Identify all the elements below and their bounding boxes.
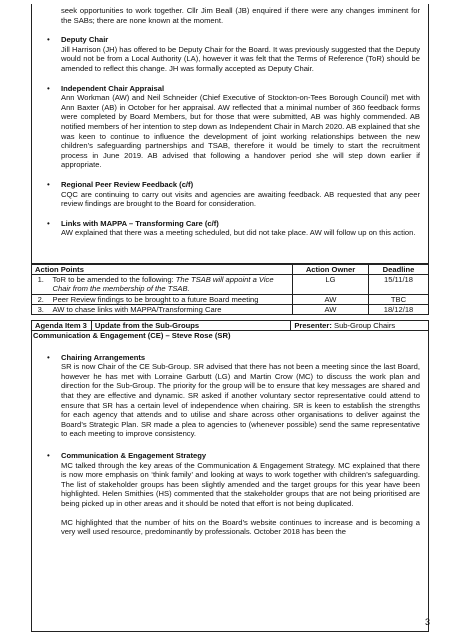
action-points-table xyxy=(31,264,429,315)
agenda-item-title: Update from the Sub-Groups xyxy=(91,321,290,331)
bullet-icon: • xyxy=(47,352,50,362)
row-owner: AW xyxy=(293,294,369,304)
table-row xyxy=(32,294,429,304)
section-peer-review xyxy=(36,180,420,209)
table-row xyxy=(32,304,429,314)
row-deadline: TBC xyxy=(369,294,429,304)
row-number: 3. xyxy=(32,304,50,314)
section-chair-appraisal xyxy=(36,84,420,170)
section-heading: Links with MAPPA – Transforming Care (c/f) xyxy=(61,218,219,228)
section-chairing-arrangements xyxy=(36,353,420,439)
section-deputy-chair xyxy=(36,35,420,73)
bullet-icon: • xyxy=(47,218,50,228)
subgroup-heading: Communication & Engagement (CE) – Steve Rose (SR) xyxy=(33,331,231,340)
table-header-row xyxy=(32,265,429,275)
bullet-icon: • xyxy=(47,83,50,93)
table-row xyxy=(32,275,429,294)
section-body: SR is now Chair of the CE Sub-Group. SR advised that there has not been a meeting since the last Board, however he has met with Lorraine Garbutt (LG) and Martin Crow (MC) to discuss the work plan and direction for the Sub-Group. The priority for the group will be to ensure that key messages are shared and that they are effective and dynamic. SR asked if another voluntary sector representative could attend to ensure that SR has a certain level of independence when chairing. SR is keen to establish the strengths for each agency that attends and to utilise and share across other organisations to deliver against the Board’s Strategic Plan. SR made a plea to agencies to (whenever possible) send the same representative to each meeting to improve consistency. xyxy=(61,362,420,439)
header-action-owner: Action Owner xyxy=(293,265,369,275)
section-mappa xyxy=(36,219,420,238)
row-owner: AW xyxy=(293,304,369,314)
row-text: Peer Review findings to be brought to a future Board meeting xyxy=(50,294,293,304)
row-owner: LG xyxy=(293,275,369,294)
agenda-item-number: Agenda Item 3 xyxy=(32,321,92,331)
section-heading: Communication & Engagement Strategy xyxy=(61,450,207,460)
section-body: CQC are continuing to carry out visits and agencies are awaiting feedback. AB requested that any peer review findings are brought to the Board for consideration. xyxy=(61,189,420,209)
agenda-presenter: Presenter: Sub-Group Chairs xyxy=(291,321,429,331)
bullet-icon: • xyxy=(47,35,50,45)
section-body: MC talked through the key areas of the Communication & Engagement Strategy. MC explained that there is now more emphasis on ‘think family’ and looking at ways to work together with children’s safeguarding. The list of stakeholder groups has been slightly amended and the target groups for this year have been highlighted. Helen Smithies (HS) commented that the stakeholder groups that are not being prioritised are being picked up in other areas and it should be noted that effort is not being duplicated. xyxy=(61,460,420,508)
section-heading: Independent Chair Appraisal xyxy=(61,83,165,93)
section-body-continued: MC highlighted that the number of hits on the Board’s website continues to increase and is becoming a very well used resource, predominantly by professionals. October 2018 has been the xyxy=(61,517,420,537)
bullet-icon: • xyxy=(47,179,50,189)
header-action-points: Action Points xyxy=(32,265,293,275)
header-deadline: Deadline xyxy=(369,265,429,275)
section-body: Ann Workman (AW) and Neil Schneider (Chief Executive of Stockton-on-Tees Borough Council) met with Ann Baxter (AB) in October for her appraisal. AW reflected that a minimal number of 360 feedback forms were completed by Board Members, but for those that were submitted, AB was highly commended. AB notified members of her intention to step down as Independent Chair in March 2020. AB explained that she was keen to continue to influence the development of joint working relationships between the new children’s safeguarding partnerships and TSAB, therefore it would be timely to start the recruitment process in June 2019. AB advised that following a handover period she will step down earlier if appropriate. xyxy=(61,93,420,170)
minutes-block-top xyxy=(36,6,420,238)
row-deadline: 18/12/18 xyxy=(369,304,429,314)
minutes-block-bottom xyxy=(33,331,420,537)
section-heading: Regional Peer Review Feedback (c/f) xyxy=(61,179,194,189)
section-heading: Deputy Chair xyxy=(61,35,109,45)
intro-paragraph: seek opportunities to work together. Cllr Jim Beall (JB) enquired if there were any changes imminent for the SABs; there are none known at the moment. xyxy=(61,6,420,25)
row-number: 2. xyxy=(32,294,50,304)
page-number: 3 xyxy=(424,617,430,628)
row-number: 1. xyxy=(32,275,50,294)
section-comms-strategy xyxy=(36,451,420,537)
section-heading: Chairing Arrangements xyxy=(61,352,146,362)
row-text: AW to chase links with MAPPA/Transforming Care xyxy=(50,304,293,314)
row-deadline: 15/11/18 xyxy=(369,275,429,294)
section-body: AW explained that there was a meeting scheduled, but did not take place. AW will follow up on this action. xyxy=(61,228,416,238)
bullet-icon: • xyxy=(47,450,50,460)
row-text: ToR to be amended to the following: The TSAB will appoint a Vice Chair from the membership of the TSAB. xyxy=(50,275,293,294)
section-body: Jill Harrison (JH) has offered to be Deputy Chair for the Board. It was previously suggested that the Deputy would not be from a Local Authority (LA), however it was felt that the Terms of Reference (ToR) should be amended to reflect this change. JH was formally accepted as Deputy Chair. xyxy=(61,44,420,73)
